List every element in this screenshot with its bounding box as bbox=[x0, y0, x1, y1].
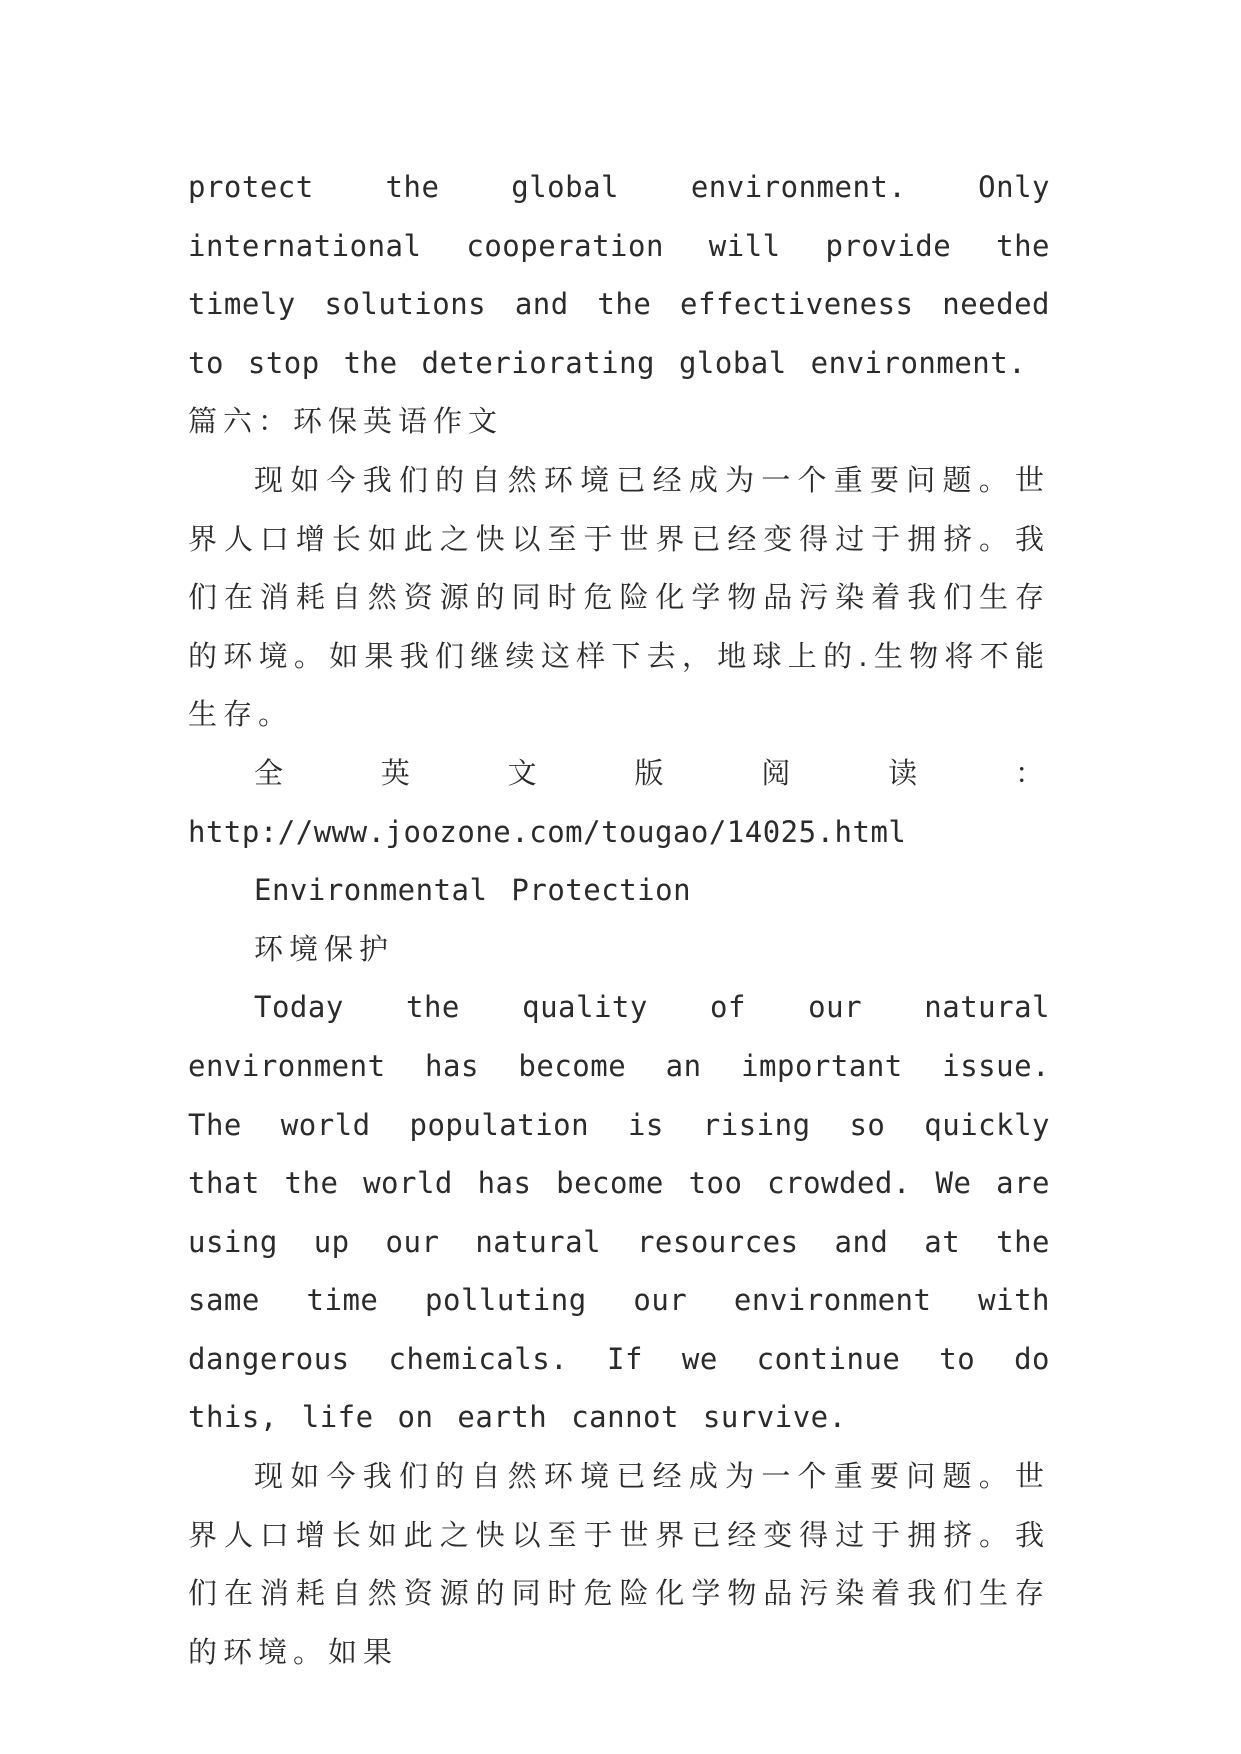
read-full-char: 阅 bbox=[761, 755, 797, 790]
read-full-char: 英 bbox=[380, 755, 416, 790]
read-full-char: 版 bbox=[634, 755, 670, 790]
section-heading: 篇六：环保英语作文 bbox=[188, 404, 504, 439]
read-full-char: 全 bbox=[254, 755, 290, 790]
chinese-body-paragraph: 现如今我们的自然环境已经成为一个重要问题。世界人口增长如此之快以至于世界已经变得过于拥挤。我们在消耗自然资源的同时危险化学物品污染着我们生存的环境。如果 bbox=[188, 1459, 1050, 1669]
read-full-char: 文 bbox=[507, 755, 543, 790]
read-full-char: 读 bbox=[888, 755, 924, 790]
document-page bbox=[188, 158, 1050, 1681]
read-full-url: http://www.joozone.com/tougao/14025.html bbox=[188, 814, 907, 849]
english-body-paragraph: Today the quality of our natural environment has become an important issue. The world population is rising so quickly that the world has become too crowded. We are using up our natural resources and at the same time polluting our environment with dangerous chemicals. If we continue to do this, life on earth cannot survive. bbox=[188, 990, 1050, 1435]
read-full-char: ： bbox=[1014, 755, 1050, 790]
read-full-label bbox=[188, 744, 1050, 803]
continuation-paragraph: protect the global environment. Only international cooperation will provide the timely solutions and the effectiveness needed to stop the deteriorating global environment. bbox=[188, 170, 1050, 380]
intro-chinese-paragraph: 现如今我们的自然环境已经成为一个重要问题。世界人口增长如此之快以至于世界已经变得过于拥挤。我们在消耗自然资源的同时危险化学物品污染着我们生存的环境。如果我们继续这样下去，地球上的.生物将不能生存。 bbox=[188, 462, 1050, 732]
english-title: Environmental Protection bbox=[254, 873, 692, 908]
chinese-title: 环境保护 bbox=[254, 931, 395, 966]
